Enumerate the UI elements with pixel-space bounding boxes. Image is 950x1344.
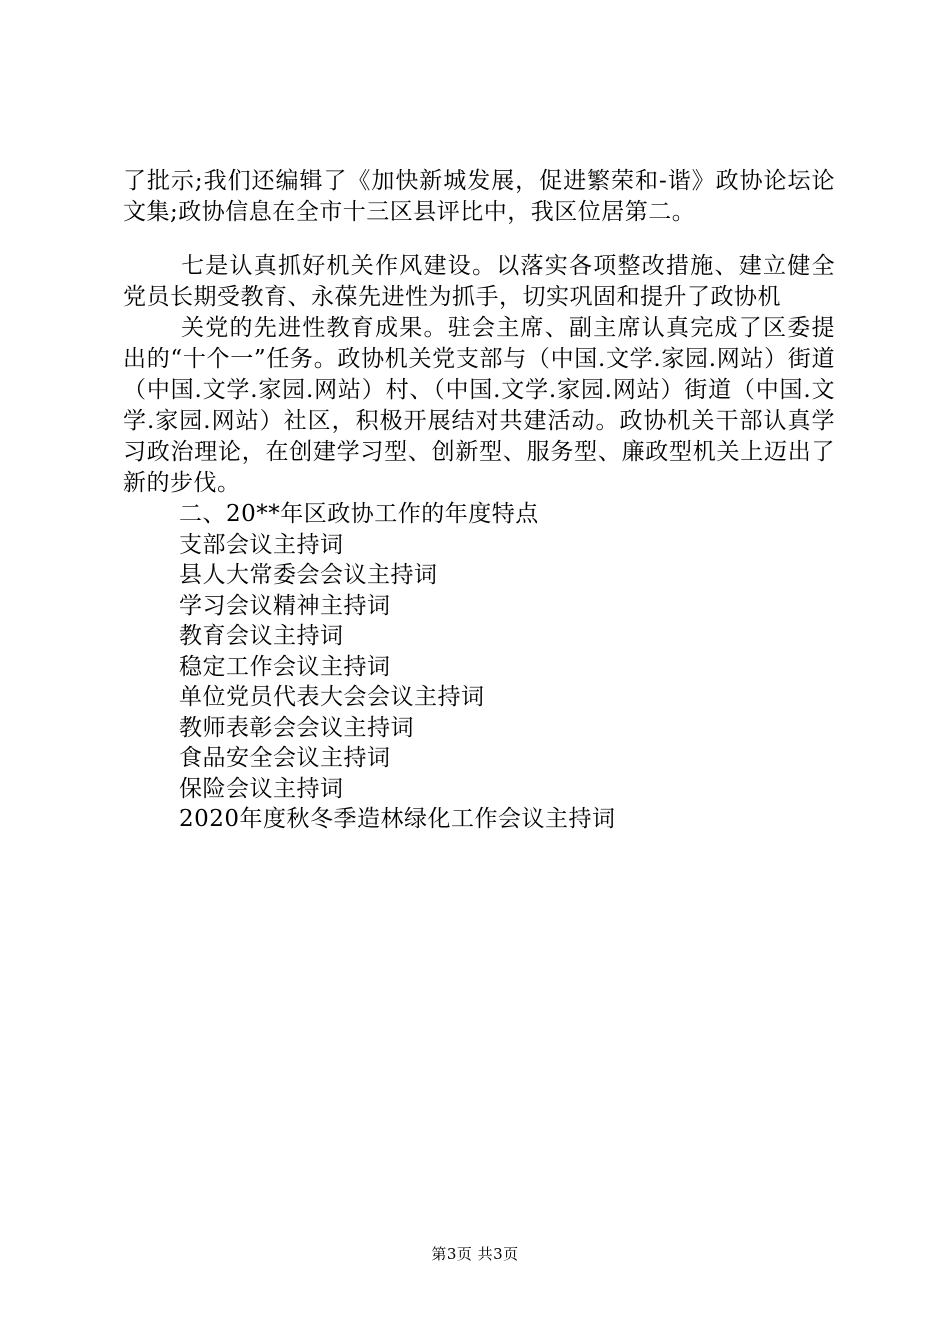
heading-list bbox=[123, 499, 835, 835]
paragraph-gap bbox=[123, 228, 835, 251]
list-item: 保险会议主持词 bbox=[179, 775, 344, 802]
list-item: 2020年度秋冬季造林绿化工作会议主持词 bbox=[179, 806, 616, 832]
list-item: 教育会议主持词 bbox=[179, 623, 344, 649]
paragraph-2: 七是认真抓好机关作风建设。以落实各项整改措施、建立健全党员长期受教育、永葆先进性为抓手，切实巩固和提升了政协机 bbox=[123, 253, 835, 310]
list-item: 食品安全会议主持词 bbox=[179, 745, 391, 771]
list-item: 教师表彰会会议主持词 bbox=[179, 714, 414, 741]
list-item: 单位党员代表大会会议主持词 bbox=[179, 684, 485, 710]
paragraph-1: 了批示;我们还编辑了《加快新城发展，促进繁荣和-谐》政协论坛论文集;政协信息在全市十三区县评比中，我区位居第二。 bbox=[123, 168, 835, 225]
list-item: 学习会议精神主持词 bbox=[179, 592, 391, 619]
list-item: 稳定工作会议主持词 bbox=[179, 653, 391, 680]
list-item: 二、20**年区政协工作的年度特点 bbox=[179, 501, 539, 527]
page-footer: 第3页 共3页 bbox=[431, 1245, 519, 1263]
document-body bbox=[123, 166, 835, 835]
list-item: 支部会议主持词 bbox=[179, 531, 344, 558]
paragraph-3: 关党的先进性教育成果。驻会主席、副主席认真完成了区委提出的“十个一”任务。政协机关党支部与（中国.文学.家园.网站）街道（中国.文学.家园.网站）村、（中国.文学.家园.网站）街道（中国.文学.家园.网站）社区，积极开展结对共建活动。政协机关干部认真学习政治理论，在创建学习型、创新型、服务型、廉政型机关上迈出了新的步伐。 bbox=[123, 315, 835, 496]
list-item: 县人大常委会会议主持词 bbox=[179, 562, 438, 588]
